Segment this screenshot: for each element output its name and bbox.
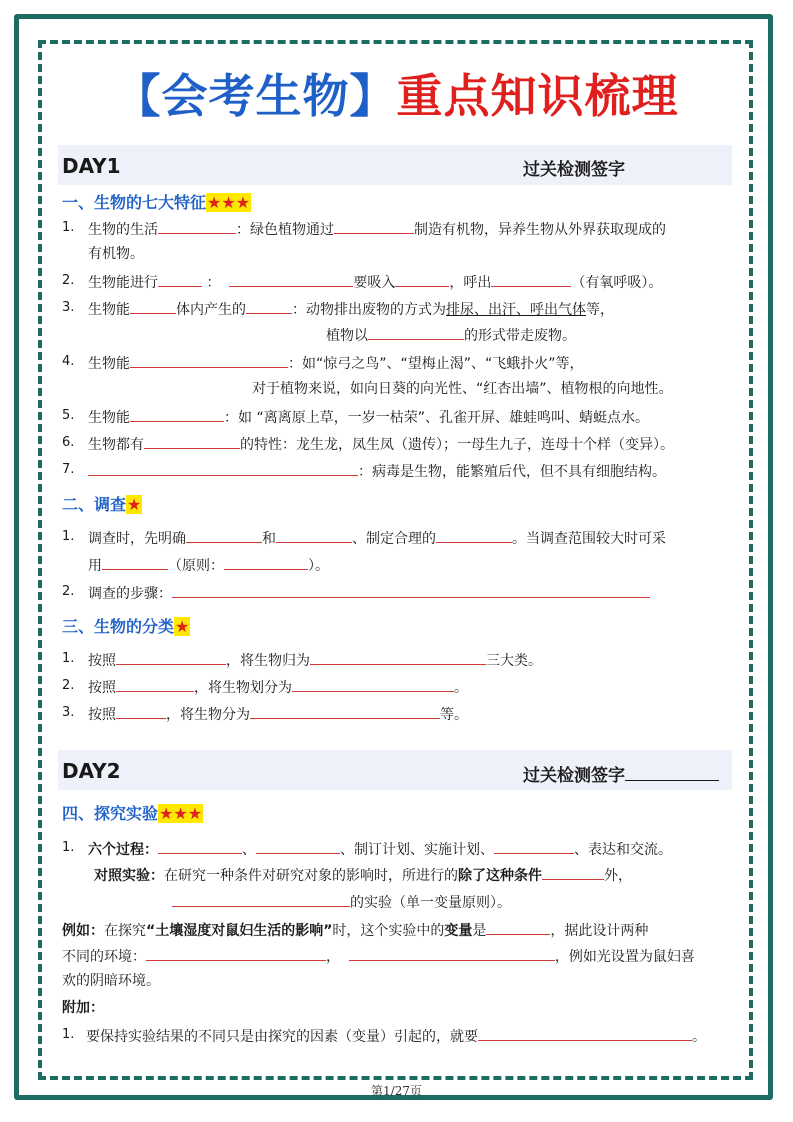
star-rating: ★★★	[207, 193, 251, 212]
fill-blank[interactable]	[158, 839, 242, 854]
s4-control-experiment: 对照实验：在研究一种条件对研究对象的影响时，所进行的除了这种条件 外，	[94, 865, 632, 885]
s4-control-experiment-cont: 的实验（单一变量原则）。	[172, 892, 511, 912]
s4-example-cont: 不同的环境： ， ，例如光设置为鼠妇喜	[62, 946, 695, 966]
s1-item-1: 生物的生活 ：绿色植物通过 制造有机物，异养生物从外界获取现成的	[88, 219, 666, 239]
s4-example: 例如：在探究“土壤湿度对鼠妇生活的影响”时，这个实验中的变量是 ，据此设计两种	[62, 920, 648, 940]
item-number: 3.	[62, 300, 75, 315]
s1-item-1-cont: 有机物。	[88, 246, 144, 262]
fill-blank[interactable]	[102, 555, 168, 570]
fill-blank[interactable]	[158, 272, 202, 287]
star-rating: ★★★	[159, 804, 203, 823]
section-1-heading	[62, 190, 251, 213]
fill-blank[interactable]	[494, 839, 574, 854]
item-number: 1.	[62, 1027, 75, 1042]
fill-blank[interactable]	[146, 946, 326, 961]
s1-item-2: 生物能进行 ： 要吸入 ，呼出 （有氧呼吸）。	[88, 272, 662, 292]
fill-blank[interactable]	[334, 219, 414, 234]
fill-blank[interactable]	[130, 299, 176, 314]
fill-blank[interactable]	[436, 528, 512, 543]
fill-blank[interactable]	[116, 677, 194, 692]
day1-sign-label: 过关检测签字	[523, 160, 625, 180]
section-2-title: 二、调查	[62, 495, 127, 514]
fill-blank[interactable]	[276, 528, 352, 543]
item-number: 1.	[62, 840, 75, 855]
day1-label: DAY1	[62, 154, 121, 178]
s1-item-4-cont: 对于植物来说，如向日葵的向光性、“红杏出墙”、植物根的向地性。	[252, 381, 673, 397]
fill-blank[interactable]	[130, 353, 288, 368]
fill-blank[interactable]	[144, 434, 240, 449]
section-3-heading	[62, 614, 190, 637]
item-number: 4.	[62, 354, 75, 369]
s4-example-end: 欢的阴暗环境。	[62, 973, 160, 989]
day2-label: DAY2	[62, 759, 121, 783]
section-1-title: 一、生物的七大特征	[62, 193, 207, 212]
s1-item-3: 生物能 体内产生的 ：动物排出废物的方式为排尿、出汗、呼出气体等，	[88, 299, 614, 319]
item-number: 6.	[62, 435, 75, 450]
s4-addendum-item: 要保持实验结果的不同只是由探究的因素（变量）引起的，就要 。	[86, 1026, 706, 1046]
section-4-heading	[62, 801, 203, 824]
s3-item-2: 按照 ，将生物划分为 。	[88, 677, 468, 697]
fill-blank[interactable]	[292, 677, 454, 692]
item-number: 7.	[62, 462, 75, 477]
s2-item-1-cont: 用 （原则： ）。	[88, 555, 329, 575]
section-2-heading	[62, 492, 142, 515]
s1-item-7: ：病毒是生物，能繁殖后代，但不具有细胞结构。	[88, 461, 666, 481]
item-number: 2.	[62, 273, 75, 288]
fill-blank[interactable]	[186, 528, 262, 543]
fill-blank[interactable]	[158, 219, 236, 234]
day2-sign-label: 过关检测签字	[523, 761, 719, 786]
page-title	[0, 60, 793, 126]
s2-item-1: 调查时，先明确 和 、制定合理的 。当调查范围较大时可采	[88, 528, 666, 548]
section-3-title: 三、生物的分类	[62, 617, 175, 636]
signature-blank[interactable]	[625, 766, 719, 781]
fill-blank[interactable]	[130, 407, 224, 422]
item-number: 1.	[62, 651, 75, 666]
fill-blank[interactable]	[349, 946, 555, 961]
fill-blank[interactable]	[172, 583, 650, 598]
item-number: 5.	[62, 408, 75, 423]
s4-item-1: 六个过程： 、 、制订计划、实施计划、 、表达和交流。	[88, 839, 672, 859]
fill-blank[interactable]	[486, 920, 550, 935]
s1-item-5: 生物能 ：如 “离离原上草，一岁一枯荣”、孔雀开屏、雄蛙鸣叫、蜻蜓点水。	[88, 407, 649, 427]
fill-blank[interactable]	[395, 272, 449, 287]
fill-blank[interactable]	[491, 272, 571, 287]
s1-item-6: 生物都有 的特性：龙生龙，凤生凤（遗传）；一母生九子，连母十个样（变异）。	[88, 434, 674, 454]
item-number: 2.	[62, 584, 75, 599]
star-rating: ★	[175, 617, 190, 636]
fill-blank[interactable]	[478, 1026, 692, 1041]
title-main: 重点知识梳理	[396, 69, 679, 123]
s1-item-4: 生物能 ：如“惊弓之鸟”、“望梅止渴”、“飞蛾扑火”等，	[88, 353, 584, 373]
s4-addendum-label: 附加：	[62, 1000, 104, 1016]
fill-blank[interactable]	[224, 555, 308, 570]
section-4-title: 四、探究实验	[62, 804, 159, 823]
title-subject: 【会考生物】	[114, 69, 397, 123]
fill-blank[interactable]	[256, 839, 340, 854]
fill-blank[interactable]	[88, 461, 358, 476]
fill-blank[interactable]	[368, 325, 464, 340]
fill-blank[interactable]	[250, 704, 440, 719]
fill-blank[interactable]	[310, 650, 486, 665]
s3-item-1: 按照 ，将生物归为 三大类。	[88, 650, 542, 670]
fill-blank[interactable]	[116, 704, 166, 719]
item-number: 1.	[62, 220, 75, 235]
fill-blank[interactable]	[229, 272, 353, 287]
day1-band	[58, 145, 732, 185]
fill-blank[interactable]	[172, 892, 350, 907]
fill-blank[interactable]	[542, 865, 604, 880]
s2-item-2: 调查的步骤：	[88, 583, 650, 603]
fill-blank[interactable]	[116, 650, 226, 665]
page-number: 第1/27页	[371, 1084, 422, 1098]
star-rating: ★	[127, 495, 142, 514]
fill-blank[interactable]	[246, 299, 292, 314]
item-number: 2.	[62, 678, 75, 693]
item-number: 1.	[62, 529, 75, 544]
item-number: 3.	[62, 705, 75, 720]
s1-item-3-cont: 植物以 的形式带走废物。	[326, 325, 576, 345]
s3-item-3: 按照 ，将生物分为 等。	[88, 704, 468, 724]
